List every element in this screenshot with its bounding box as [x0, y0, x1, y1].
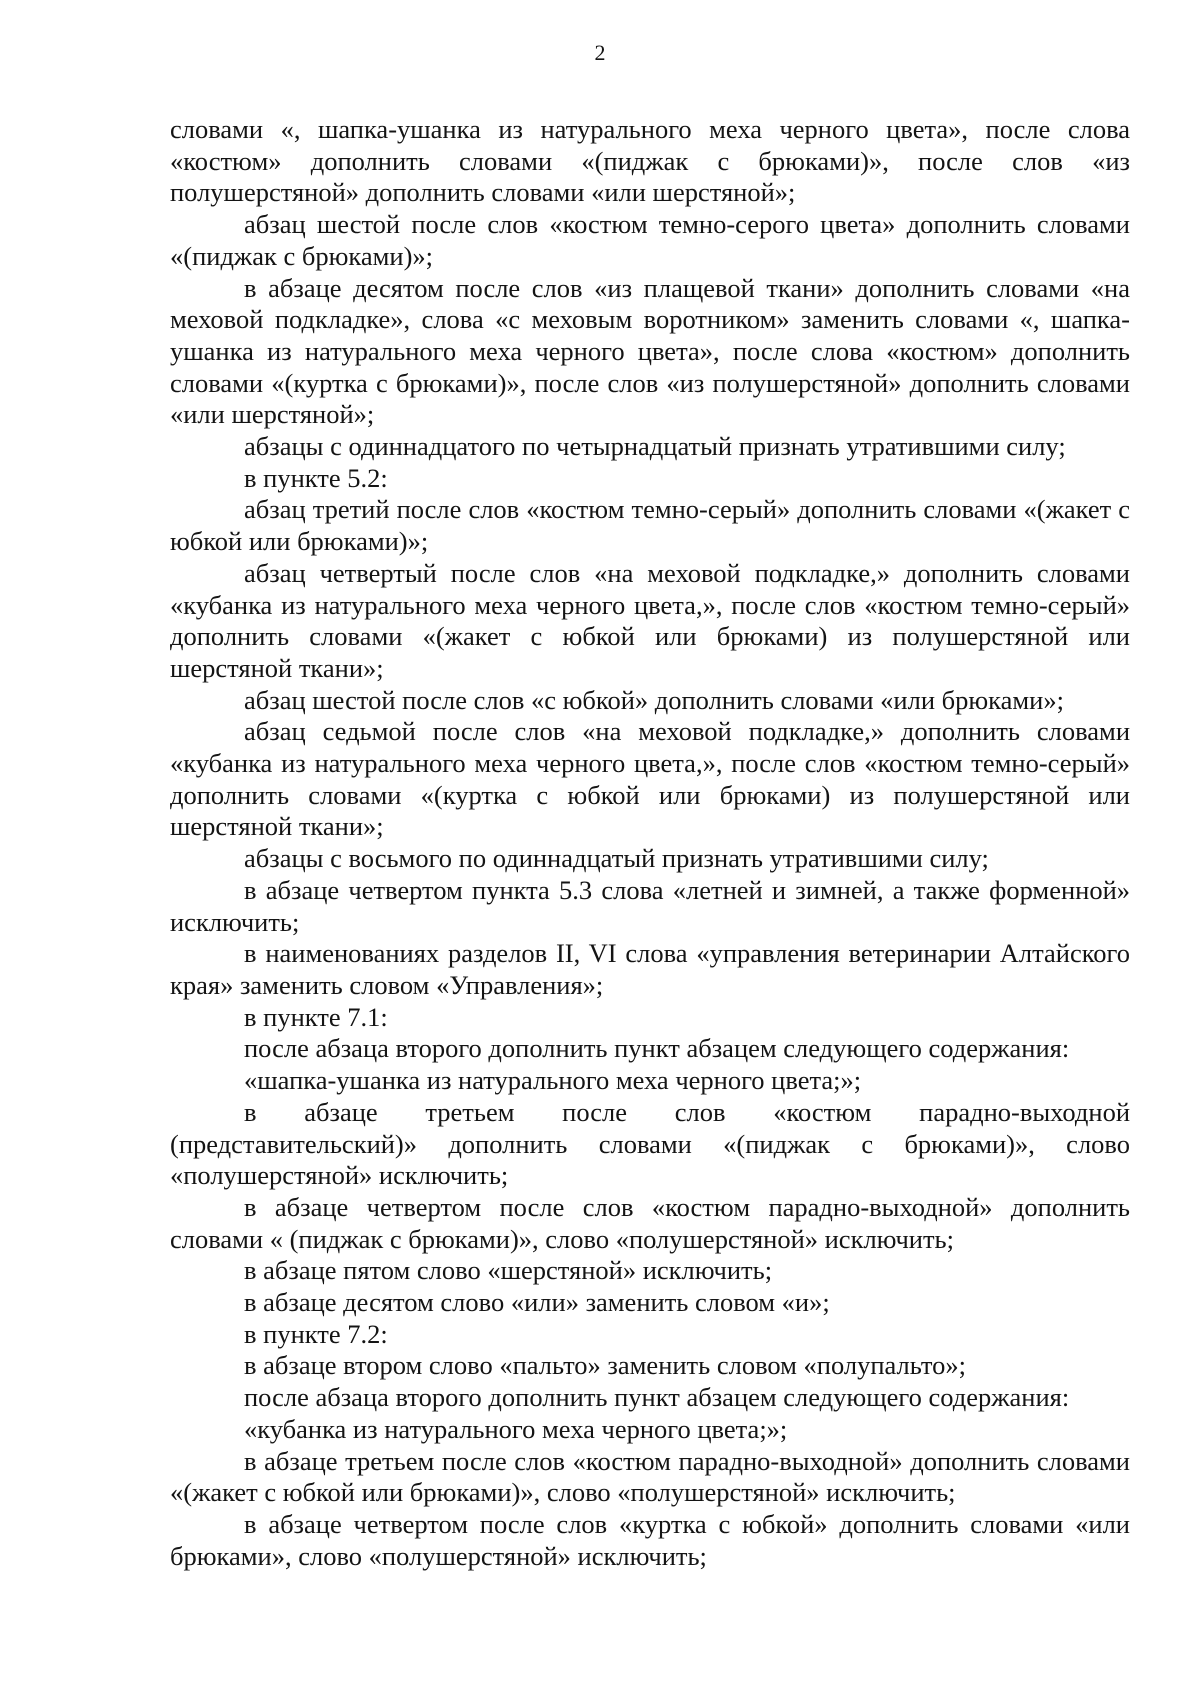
paragraph: словами «, шапка-ушанка из натурального меха черного цвета», после слова «костюм» дополнить словами «(пиджак с брюками)», после слов «из полушерстяной» дополнить словами «или шерстяной»; [170, 114, 1130, 208]
paragraph: в абзаце пятом слово «шерстяной» исключить; [244, 1255, 773, 1286]
paragraph: в абзаце втором слово «пальто» заменить словом «полупальто»; [244, 1350, 966, 1381]
paragraph: в абзаце десятом слово «или» заменить словом «и»; [244, 1287, 830, 1318]
paragraph: абзацы с одиннадцатого по четырнадцатый признать утратившими силу; [244, 431, 1066, 462]
paragraph: «кубанка из натурального меха черного цвета;»; [244, 1413, 788, 1444]
paragraph: в абзаце десятом после слов «из плащевой ткани» дополнить словами «на меховой подкладке», слова «с меховым воротником» заменить словами «, шапка-ушанка из натурального меха черного цвета», после слова «костюм» дополнить словами «(куртка с брюками)», после слов «из полушерстяной» дополнить словами «или шерстяной»; [170, 272, 1130, 430]
paragraph: абзац седьмой после слов «на меховой подкладке,» дополнить словами «кубанка из натурального меха черного цвета,», после слов «костюм темно-серый» дополнить словами «(куртка с юбкой или брюками) из полушерстяной или шерстяной ткани»; [170, 716, 1130, 842]
paragraph: после абзаца второго дополнить пункт абзацем следующего содержания: [244, 1382, 1070, 1413]
paragraph: после абзаца второго дополнить пункт абзацем следующего содержания: [244, 1033, 1070, 1064]
paragraph: в пункте 7.2: [244, 1318, 388, 1349]
paragraph: абзац шестой после слов «костюм темно-серого цвета» дополнить словами «(пиджак с брюками)»; [170, 209, 1130, 271]
paragraph: «шапка-ушанка из натурального меха черного цвета;»; [244, 1065, 862, 1096]
paragraph: в пункте 7.1: [244, 1001, 388, 1032]
document-body [170, 114, 1130, 1572]
paragraph: в абзаце четвертом после слов «куртка с юбкой» дополнить словами «или брюками», слово «полушерстяной» исключить; [170, 1508, 1130, 1571]
paragraph: в абзаце четвертом после слов «костюм парадно-выходной» дополнить словами « (пиджак с брюками)», слово «полушерстяной» исключить; [170, 1191, 1130, 1254]
paragraph: в пункте 5.2: [244, 462, 388, 493]
paragraph: в наименованиях разделов II, VI слова «управления ветеринарии Алтайского края» заменить словом «Управления»; [170, 938, 1130, 1000]
paragraph: абзац третий после слов «костюм темно-серый» дополнить словами «(жакет с юбкой или брюками)»; [170, 494, 1130, 557]
paragraph: абзац четвертый после слов «на меховой подкладке,» дополнить словами «кубанка из натурального меха черного цвета,», после слов «костюм темно-серый» дополнить словами «(жакет с юбкой или брюками) из полушерстяной или шерстяной ткани»; [170, 557, 1130, 683]
paragraph: в абзаце третьем после слов «костюм парадно-выходной (представительский)» дополнить словами «(пиджак с брюками)», слово «полушерстяной» исключить; [170, 1096, 1130, 1191]
paragraph: абзацы с восьмого по одиннадцатый признать утратившими силу; [244, 843, 989, 874]
page-number: 2 [594, 40, 606, 65]
paragraph: в абзаце третьем после слов «костюм парадно-выходной» дополнить словами «(жакет с юбкой или брюками)», слово «полушерстяной» исключить; [170, 1445, 1130, 1508]
paragraph: в абзаце четвертом пункта 5.3 слова «летней и зимней, а также форменной» исключить; [170, 874, 1130, 937]
paragraph: абзац шестой после слов «с юбкой» дополнить словами «или брюками»; [244, 684, 1064, 715]
